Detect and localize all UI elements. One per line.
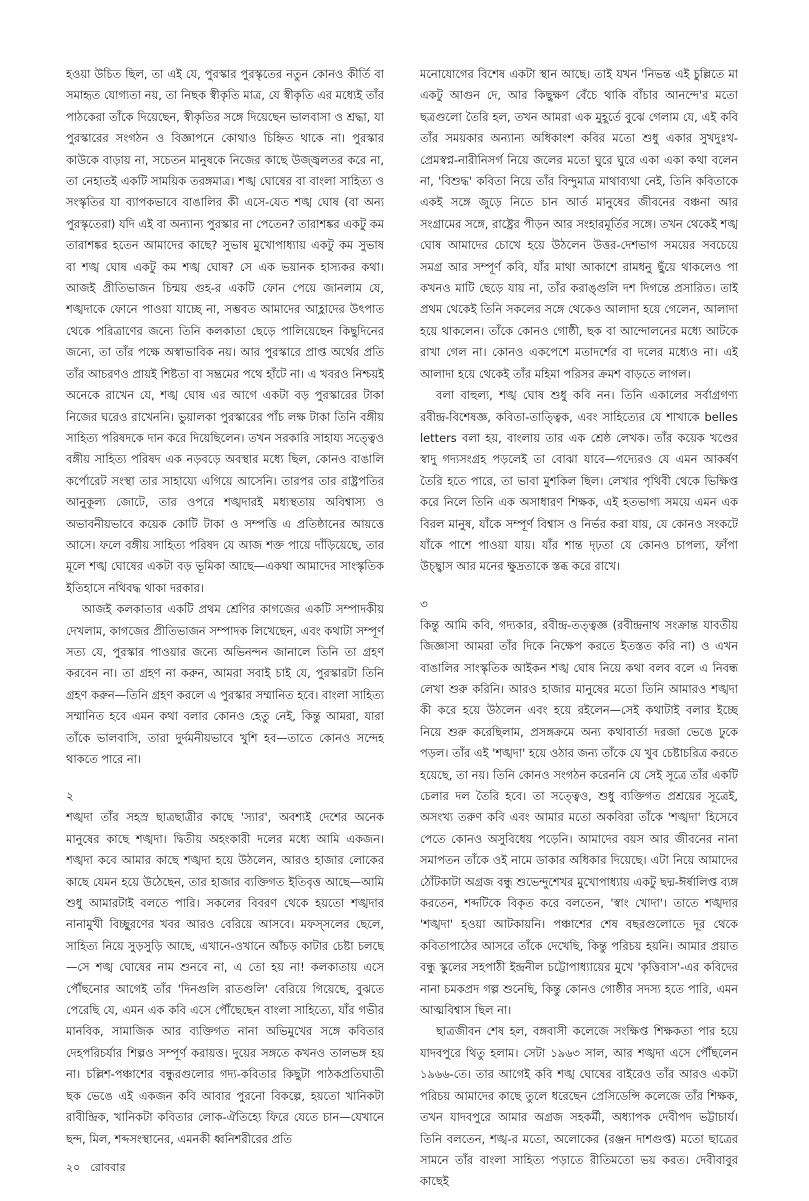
paragraph: ছাত্রজীবন শেষ হল, বঙ্গবাসী কলেজে সংক্ষিপ্ত শিক্ষকতা পার হয়ে যাদবপুরে থিতু হলাম। সেটা ১৯৬৩ সাল, আর শঙ্খদা এসে পৌঁছলেন ১৯৬৬-তে। তার আগেই কবি শঙ্খ ঘোষের বাইরেও তাঁর আরও একটা পরিচয় আমাদের কাছে তুলে ধরেছেন প্রেসিডেন্সি কলেজে তাঁর শিক্ষক, তখন যাদবপুরে আমার অগ্রজ সহকর্মী, অধ্যাপক দেবীপদ ভট্টাচার্য। তিনি বলতেন, শঙ্খ-র মতো, অলোকের (রঞ্জন দাশগুপ্ত) মতো ছাত্রের সামনে তাঁর বাংলা সাহিত্য পড়াতে রীতিমতো ভয় করত। দেবীবাবুর কাছেই (420, 1024, 738, 1189)
right-column (420, 64, 738, 1194)
paragraph: মনোযোগের বিশেষ একটা স্থান আছে। তাই যখন 'নিভন্ত এই চুল্লিতে মা একটু আগুন দে, আর কিছুক্ষণ বেঁচে থাকি বাঁচার আনন্দে'র মতো ছত্রগুলো তৈরি হল, তখন আমরা এক মুহূর্তে বুঝে গেলাম যে, এই কবি তাঁর সময়কার অন্যান্য অধিকাংশ কবির মতো শুধু একার সুখদুঃখ-প্রেমস্বপ্ন-নারীনিসর্গ নিয়ে জলের মতো ঘুরে ঘুরে একা একা কথা বলেন না, 'বিশুদ্ধ' কবিতা নিয়ে তাঁর বিন্দুমাত্র মাথাব্যথা নেই, তিনি কবিতাকে একই সঙ্গে জুড়ে নিতে চান আর্ত মানুষের জীবনের বঞ্চনা আর সংগ্রামের সঙ্গে, রাষ্ট্রের পীড়ন আর সংহারমূর্তির সঙ্গে। তখন থেকেই শঙ্খ ঘোষ আমাদের চোখে হয়ে উঠলেন উত্তর-দেশভাগ সময়ের সবচেয়ে সমগ্র আর সম্পূর্ণ কবি, যাঁর মাথা আকাশে রামধনু ছুঁয়ে থাকলেও পা কখনও মাটি ছেড়ে যায় না, তাঁর করাঙ্গুলি দশ দিগন্তে প্রসারিত। তাই প্রথম থেকেই তিনি সকলের সঙ্গে থেকেও আলাদা হয়ে গেলেন, আলাদা হয়ে থাকলেন। তাঁকে কোনও গোষ্ঠী, ছক বা আন্দোলনের মধ্যে আটকে রাখা গেল না। কোনও একপেশে মতাদর্শের বা দলের মধ্যেও না। এই আলাদা হয়ে থেকেই তাঁর মহিমা পরিসর ক্রমশ বাড়তে লাগল। (420, 67, 738, 381)
section-number: ৩ (420, 596, 428, 611)
left-column (66, 64, 384, 1154)
paragraph: শঙ্খদা তাঁর সহস্র ছাত্রছাত্রীর কাছে 'স্যার', অবশ্যই দেশের অনেক মানুষের কাছে শঙ্খদা। দ্বিতীয় অহংকারী দলের মধ্যে আমি একজন। শঙ্খদা কবে আমার কাছে শঙ্খদা হয়ে উঠলেন, আরও হাজার লোকের কাছে যেমন হয়ে উঠেছেন, তার হাজার ব্যক্তিগত ইতিবৃত্ত আছে—আমি শুধু আমারটাই বলতে পারি। সকলের বিবরণ থেকে হয়তো শঙ্খদার নানামুখী বিচ্ছুরণের খবর আরও বেরিয়ে আসবে। মফস্সলের ছেলে, সাহিত্য নিয়ে সুড়সুড়ি আছে, এখানে-ওখানে আঁচড় কাটার চেষ্টা চলছে—সে শঙ্খ ঘোষের নাম শুনবে না, এ তো হয় না! কলকাতায় এসে পৌঁছনোর আগেই তাঁর 'দিনগুলি রাতগুলি' বেরিয়ে গিয়েছে, বুঝতে পেরেছি যে, এমন এক কবি এসে পৌঁছেছেন বাংলা সাহিত্যে, যাঁর গভীর মানবিক, সামাজিক আর ব্যক্তিগত নানা অভিমুখের সঙ্গে কবিতার দেহপরিচর্যার শিল্পও সম্পূর্ণ করায়ত্ত। দুয়ের সঙ্গতে কখনও তালভঙ্গ হয় না। চল্লিশ-পঞ্চাশের বন্ধুরগুলোর গদ্য-কবিতার কিছুটা পাঠকপ্রতিঘাতী ছক ভেঙে এই একজন কবি আবার পুরনো বিকল্পে, হয়তো খানিকটা রাবীন্দ্রিক, খানিকটা কবিতার লোক-ঐতিহ্যে ফিরে যেতে চান—যেখানে ছন্দ, মিল, শব্দসংস্থানের, এমনকী ধ্বনিশরীরের প্রতি (66, 810, 384, 1146)
paragraph: বলা বাহুল্য, শঙ্খ ঘোষ শুধু কবি নন। তিনি একালের সর্বাগ্রগণ্য রবীন্দ্র-বিশেষজ্ঞ, কবিতা-তাত্ত্বিক, এবং সাহিত্যের যে শাখাকে belles letters বলা হয়, বাংলায় তার এক শ্রেষ্ঠ লেখক। তাঁর কয়েক খণ্ডের স্বাদু গদ্যসংগ্রহ পড়লেই তা বোঝা যাবে—গদ্যেরও যে এমন আকর্ষণ তৈরি হতে পারে, তা ভাবা মুশকিল ছিল। লেখার পৃথিবী থেকে ভিক্ষিপ্ত করে নিলে তিনি এক অসাধারণ শিক্ষক, এই হতভাগ্য সময়ে এমন এক বিরল মানুষ, যাঁকে সম্পূর্ণ বিশ্বাস ও নির্ভর করা যায়, যে কোনও সংকটে যাঁকে পাশে পাওয়া যায়। যাঁর শান্ত দৃঢ়তা যে কোনও চাপল্য, ফাঁপা উচ্ছ্বাস আর মনের ক্ষুদ্রতাকে স্তব্ধ করে রাখে। (420, 388, 738, 574)
paragraph: হওয়া উচিত ছিল, তা এই যে, পুরস্কার পুরস্কৃতের নতুন কোনও কীর্তি বা সমাহৃত যোগ্যতা নয়, তা নিছক স্বীকৃতি মাত্র, যে স্বীকৃতি এর মধ্যেই তাঁর পাঠকেরা তাঁকে দিয়েছেন, স্বীকৃতির সঙ্গে দিয়েছেন ভালবাসা ও শ্রদ্ধা, যা পুরস্কারের সংগঠন ও বিজ্ঞাপনে কোথাও চিহ্নিত থাকে না। পুরস্কার কাউকে বাড়ায় না, সচেতন মানুষকে নিজের কাছে উজ্জ্বলতর করে না, তা নেহাতই একটি সাময়িক তরঙ্গমাত্র। শঙ্খ ঘোষের বা বাংলা সাহিত্য ও সংস্কৃতির যা ব্যাপকভাবে বাঙালির কী এসে-যেত শঙ্খ ঘোষ (বা অন্য পুরস্কৃতেরা) যদি এই বা অন্যান্য পুরস্কার না পেতেন? তারাশঙ্কর একটু কম তারাশঙ্কর হতেন আমাদের কাছে? সুভাষ মুখোপাধ্যায় একটু কম সুভাষ বা শঙ্খ ঘোষ একটু কম শঙ্খ ঘোষ? সে এক ভয়ানক হাস্যকর কথা। আজই প্রীতিভাজন চিন্ময় গুহ-র একটি ফোন পেয়ে জানলাম যে, শঙ্খদাকে ফোনে পাওয়া যাচ্ছে না, সম্ভবত আমাদের আহ্লাদের উৎপাত থেকে পরিত্রাণের জন্যে তিনি কলকাতা ছেড়ে পালিয়েছেন কিছুদিনের জন্যে, তা তাঁর পক্ষে অস্বাভাবিক নয়। আর পুরস্কারে প্রাপ্ত অর্থের প্রতি তাঁর আচরণও প্রায়ই শিষ্টতা বা সম্ভ্রমের পথে হাঁটে না। এ খবরও নিশ্চয়ই অনেকে রাখেন যে, শঙ্খ ঘোষ এর আগে একটা বড় পুরস্কারের টাকা নিজের ঘরেও রাখেননি। ভুয়ালকা পুরস্কারের পাঁচ লক্ষ টাকা তিনি বঙ্গীয় সাহিত্য পরিষদকে দান করে দিয়েছিলেন। তখন সরকারি সাহায্য সত্ত্বেও বঙ্গীয় সাহিত্য পরিষদ এক নড়বড়ে অবস্থার মধ্যে ছিল, কোনও বাঙালি কর্পোরেট সংস্থা তার সাহায্যে এগিয়ে আসেনি। তারপর তার রাষ্ট্রপতির আনুকূল্য জোটে, তার ওপরে শঙ্খদারই মধ্যস্থতায় অবিশ্বাস্য ও অভাবনীয়ভাবে কয়েক কোটি টাকা ও সম্পত্তি এ প্রতিষ্ঠানের আয়ত্তে আসে। ফলে বঙ্গীয় সাহিত্য পরিষদ যে আজ শক্ত পায়ে দাঁড়িয়েছে, তার মূলে শঙ্খ ঘোষের একটা বড় ভূমিকা আছে—একথা আমাদের সাংস্কৃতিক ইতিহাসে নথিবদ্ধ থাকা দরকার। (66, 67, 384, 595)
section-number: ২ (66, 789, 74, 804)
page-number: ২০ (66, 1161, 81, 1174)
magazine-name: রোববার (90, 1161, 126, 1174)
paragraph: আজই কলকাতার একটি প্রথম শ্রেণির কাগজের একটি সম্পাদকীয় দেখলাম, কাগজের প্রীতিভাজন সম্পাদক লিখেছেন, এবং কথাটা সম্পূর্ণ সত্য যে, পুরস্কার পাওয়ার জন্যে অভিনন্দন জানালে তিনি তা গ্রহণ করবেন না। তা গ্রহণ না করুন, আমরা সবাই চাই যে, পুরস্কারটা তিনি গ্রহণ করুন—তিনি গ্রহণ করলে এ পুরস্কার সম্মানিত হবে। বাংলা সাহিত্য সম্মানিত হবে এমন কথা বলার কোনও হেতু নেই, কিন্তু আমরা, যারা তাঁকে ভালবাসি, তারা দুর্দমনীয়ভাবে খুশি হব—তাতে কোনও সন্দেহ থাকতে পারে না। (66, 602, 384, 766)
paragraph: কিন্তু আমি কবি, গদ্যকার, রবীন্দ্র-তত্ত্বজ্ঞ (রবীন্দ্রনাথ সংক্রান্ত যাবতীয় জিজ্ঞাসা আমরা তাঁর দিকে নিক্ষেপ করতে ইতস্তত করি না) ও এখন বাঙালির সাংস্কৃতিক আইকন শঙ্খ ঘোষ নিয়ে কথা বলব বলে এ নিবন্ধ লেখা শুরু করিনি। আরও হাজার মানুষের মতো তিনি আমারও শঙ্খদা কী করে হয়ে উঠলেন এবং হয়ে রইলেন—সেই কথাটাই বলার ইচ্ছে নিয়ে শুরু করেছিলাম, প্রসঙ্গক্রমে অন্য কথাবার্তা দরজা ভেঙে ঢুকে পড়ল। তাঁর এই 'শঙ্খদা' হয়ে ওঠার জন্য তাঁকে যে খুব চেষ্টাচরিত্র করতে হয়েছে, তা নয়। তিনি কোনও সংগঠন করেননি যে সেই সূত্রে তাঁর একটি চেলার দল তৈরি হবে। তা সত্ত্বেও, শুধু ব্যক্তিগত প্রশ্রয়ের সূত্রেই, অসংখ্য তরুণ কবি এবং আমার মতো অকবিরা তাঁকে 'শঙ্খদা' হিসেবে পেতে কোনও অসুবিধেয় পড়েনি। আমাদের বয়স আর জীবনের নানা সমাপতন তাঁকে ওই নামে ডাকার অধিকার দিয়েছে। এটা নিয়ে আমাদের ঠোঁটকাটা অগ্রজ বন্ধু শুভেন্দুশেখর মুখোপাধ্যায় একটু ছদ্ম-ঈর্ষালিপ্ত ব্যঙ্গ করতেন, শব্দটিকে বিকৃত করে বলতেন, 'স্বাং খোদা'। তাতে শঙ্খদার 'শঙ্খদা' হওয়া আটকায়নি। পঞ্চাশের শেষ বছরগুলোতে দূর থেকে কবিতাপাঠের আসরে তাঁকে দেখেছি, কিন্তু পরিচয় হয়নি। আমার প্রয়াত বন্ধু স্কুলের সহপাঠী ইন্দ্রনীল চট্টোপাধ্যায়ের মুখে 'কৃত্তিবাস'-এর কবিদের নানা চমকপ্রদ গল্প শুনেছি, কিন্তু কোনও গোষ্ঠীর সদস্য হতে পারি, এমন আত্মবিশ্বাস ছিল না। (420, 617, 738, 1018)
page-footer (66, 1160, 126, 1176)
